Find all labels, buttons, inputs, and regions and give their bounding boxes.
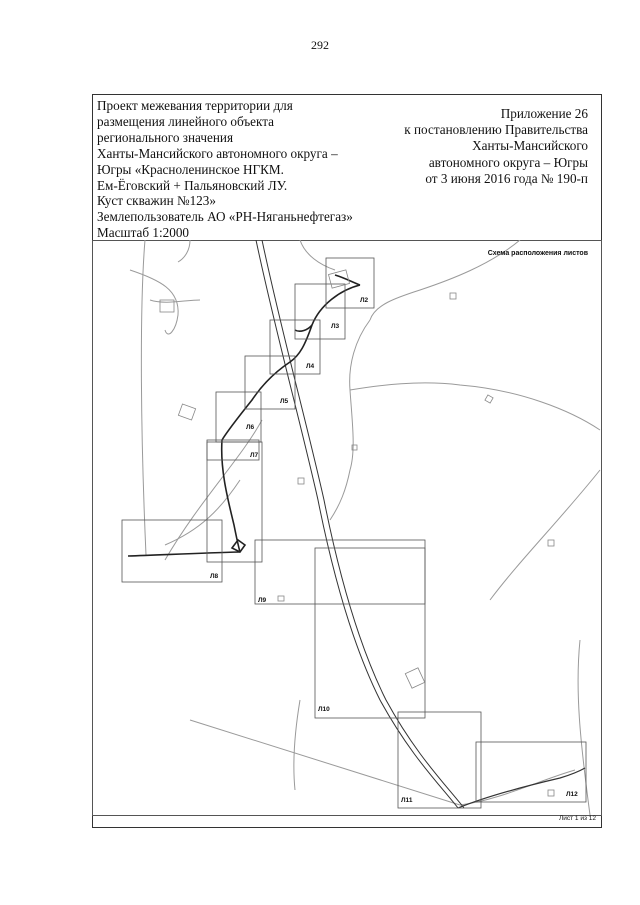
- appendix-line: к постановлению Правительства: [404, 122, 588, 138]
- page-number: 292: [311, 38, 329, 52]
- appendix-line: от 3 июня 2016 года № 190-п: [425, 170, 588, 186]
- sheet-label-l11: Л11: [401, 797, 413, 804]
- title-line: Югры «Красноленинское НГКМ.: [97, 161, 284, 177]
- title-line: Куст скважин №123»: [97, 193, 216, 209]
- background-lines: [130, 240, 600, 815]
- appendix-line: Приложение 26: [500, 106, 588, 121]
- sheet-label-l5: Л5: [280, 398, 289, 405]
- title-line: размещения линейного объекта: [97, 113, 275, 129]
- map-border: [93, 241, 602, 816]
- title-line: регионального значения: [97, 129, 234, 145]
- map-heading: Схема расположения листов: [487, 250, 588, 257]
- sheet-layout-map: [92, 240, 602, 828]
- sheet-label-l4: Л4: [306, 363, 315, 370]
- sheet-label-l6: Л6: [246, 424, 255, 431]
- sheet-label-l7: Л7: [250, 452, 259, 459]
- sheet-counter: Лист 1 из 12: [559, 815, 596, 822]
- sheet-label-l12: Л12: [566, 791, 578, 798]
- title-line: Проект межевания территории для: [97, 98, 293, 113]
- title-line: Землепользователь АО «РН-Няганьнефтегаз»: [97, 209, 353, 225]
- appendix-line: Ханты-Мансийского: [472, 138, 588, 154]
- sheet-label-l3: Л3: [331, 323, 340, 330]
- pad-outlines: [160, 270, 554, 796]
- designed-route: [128, 275, 360, 556]
- title-line: Ем-Ёговский + Пальяновский ЛУ.: [97, 177, 288, 193]
- title-line: Масштаб 1:2000: [97, 225, 190, 241]
- main-corridor: [256, 240, 464, 808]
- sheet-label-l10: Л10: [318, 706, 330, 713]
- appendix-block: [328, 106, 588, 187]
- sheet-frames: [122, 258, 586, 808]
- appendix-line: автономного округа – Югры: [428, 154, 588, 170]
- title-line: Ханты-Мансийского автономного округа –: [97, 145, 338, 161]
- sheet-label-l8: Л8: [210, 573, 219, 580]
- sheet-label-l2: Л2: [360, 297, 369, 304]
- sheet-label-l9: Л9: [258, 597, 267, 604]
